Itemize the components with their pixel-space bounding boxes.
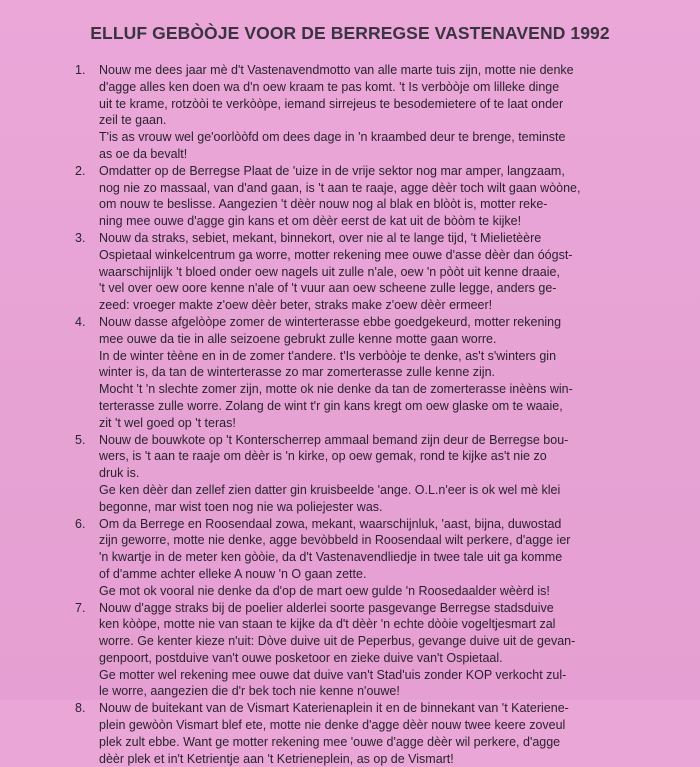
text-line: Nouw de buitekant van de Vismart Katerienaplein it en de binnekant van 't Katerienе- (99, 701, 569, 716)
item-paragraph (99, 432, 640, 482)
text-line: Nouw d'agge straks bij de poelier alderlei soorte pasgevange Berregse stadsduive (99, 600, 554, 615)
item-paragraph (99, 163, 640, 230)
item-paragraph (99, 381, 640, 431)
item-paragraph (99, 600, 640, 667)
text-line: Om da Berrege en Roosendaal zowa, mekant, waarschijnluk, 'aast, bijna, duwostad (99, 516, 562, 531)
item-number: 4. (75, 314, 86, 329)
item-paragraph (99, 700, 640, 767)
item-number: 1. (75, 63, 86, 77)
item-paragraph (99, 129, 640, 163)
text-line: Ospietaal winkelcentrum ga worre, motter rekening mee ouwe d'asse dèèr dan óógst- (99, 247, 573, 262)
text-line: Nouw me dees jaar mè d't Vastenavendmotto van alle marte tuis zijn, motte nie denke (99, 63, 574, 77)
text-line: winter is, da tan de winterterasse zo mar zomerterasse zulle kenne zijn. (99, 365, 496, 380)
item-number: 2. (75, 163, 86, 178)
item-number: 3. (75, 230, 86, 245)
text-line: zit 't wel goed op 't teras! (99, 415, 236, 430)
text-line: begonne, mar wist toen nog nie wa poliejester was. (99, 499, 383, 514)
text-line: Nouw de bouwkote op 't Konterscherrep ammaal bemand zijn deur de Berregse bou- (99, 432, 569, 447)
text-line: dèèr plek et in't Ketrientje aan 't Ketrieneplein, as op de Vismart! (99, 751, 454, 766)
rules-list (75, 62, 640, 767)
text-line: Ge mot ok vooral nie denke da d'op de mart oew gulde 'n Roosedaalder wèèrd is! (99, 583, 550, 598)
page-title: ELLUF GEBÒÒJE VOOR DE BERREGSE VASTENAVEND 1992 (90, 23, 610, 43)
text-line: plein gewòòn Vismart blef ete, motte nie denke d'agge dèèr nouw twee keere zoveul (99, 718, 566, 733)
item-paragraph (99, 583, 640, 600)
text-line: Nouw dasse afgelòòpe zomer de winterterasse ebbe goedgekeurd, motter rekening (99, 314, 562, 329)
text-line: Omdatter op de Berregse Plaat de 'uize in de vrije sektor nog mar amper, langzaam, (99, 163, 565, 178)
text-line: plek zult ebbe. Want ge motter rekening mee 'ouwe d'agge dèèr wil perkere, d'agge (99, 734, 561, 749)
list-item (75, 432, 640, 516)
text-line: worre. Ge kenter kieze n'uit: Dòve duive uit de Peperbus, gevange duive uit de gevan- (99, 634, 576, 649)
text-line: zijn geworre, motte nie denke, agge bevòbbeld in Roosendaal wilt perkere, d'agge ier (99, 533, 571, 548)
text-line: 't vel over oew oore kenne n'ale of 't vuur aan oew scheene zulle legge, anders ge- (99, 281, 557, 296)
item-paragraph (99, 314, 640, 348)
item-paragraph (99, 516, 640, 583)
text-line: Nouw da straks, sebiet, mekant, binnekort, over nie al te lange tijd, 't Mielietèère (99, 230, 542, 245)
text-line: zeil te gaan. (99, 113, 167, 128)
text-line: 'n kwartje in de meter ken gòòie, da d't Vastenavendliedje in twee tale uit ga komme (99, 550, 563, 565)
list-item (75, 230, 640, 314)
list-item (75, 600, 640, 701)
text-line: zeed: vroeger makte z'oew dèèr beter, straks make z'oew dèèr ermeer! (99, 298, 493, 313)
item-number: 7. (75, 600, 86, 615)
item-paragraph (99, 667, 640, 701)
text-line: Ge motter wel rekening mee ouwe dat duive van't Stad'uis zonder KOP verkocht zul- (99, 667, 567, 682)
text-line: druk is. (99, 466, 140, 481)
text-line: nog nie zo massaal, van d'and gaan, is 't aan te raaje, agge dèèr toch wilt gaan wòòne, (99, 180, 581, 195)
text-line: ken kòòpe, motte nie van staan te kijke da d't dèèr 'n echte dòòie vogeltjesmart zal (99, 617, 556, 632)
list-item (75, 516, 640, 600)
list-item (75, 314, 640, 432)
item-paragraph (99, 348, 640, 382)
item-paragraph (99, 482, 640, 516)
text-line: T'is as vrouw wel ge'oorlòòfd om dees dage in 'n kraambed deur te brenge, teminste (99, 130, 566, 145)
text-line: d'agge alles ken doen wa d'n oew kraam te pas komt. 't Is verbòòje om lilleke dinge (99, 79, 560, 94)
text-line: ning mee ouwe d'agge gin kans et om dèèr eerst de kat uit de bòòm te kijke! (99, 214, 522, 229)
text-line: le worre, aangezien die d'r bek toch nie kenne n'ouwe! (99, 684, 400, 699)
text-line: mee ouwe da tie in alle seizoene gebrukt zulle kenne motte gaan worre. (99, 331, 497, 346)
list-item (75, 700, 640, 767)
text-line: wers, is 't aan te raaje om dèèr is 'n kirke, op oew gemak, rond te kijke as't nie zo (99, 449, 547, 464)
text-line: waarschijnlijk 't bloed onder oew nagels uit zulle n'ale, oew 'n pòòt uit kenne draaie, (99, 264, 560, 279)
text-line: of d'amme achter elleke A nouw 'n O gaan zette. (99, 566, 367, 581)
text-line: as oe da bevalt! (99, 146, 188, 161)
text-line: Ge ken dèèr dan zellef zien datter gin kruisbeelde 'ange. O.L.n'eer is ok wel mè klei (99, 482, 561, 497)
text-line: om nouw te beslisse. Aangezien 't dèèr nouw nog al blak en blòòt is, motter reke- (99, 197, 548, 212)
text-line: terterasse zulle worre. Zolang de wint t'r gin kans kregt om oew glaske om te waaie, (99, 398, 563, 413)
list-item (75, 62, 640, 163)
text-line: genpoort, postduive van't ouwe posketoor en zieke duive van't Ospietaal. (99, 650, 503, 665)
list-item (75, 163, 640, 230)
item-number: 8. (75, 701, 86, 716)
text-line: Mocht 't 'n slechte zomer zijn, motte ok nie denke da tan de zomerterasse inèèns win- (99, 382, 573, 397)
item-number: 5. (75, 432, 86, 447)
item-number: 6. (75, 516, 86, 531)
text-line: uit te krame, rotzòòi te verkòòpe, iemand sirrejeus te besodemietere of te laat onder (99, 96, 564, 111)
item-paragraph (99, 62, 640, 129)
text-line: In de winter tèène en in de zomer t'andere. t'Is verbòòje te denke, as't s'winters gin (99, 348, 557, 363)
item-paragraph (99, 230, 640, 314)
